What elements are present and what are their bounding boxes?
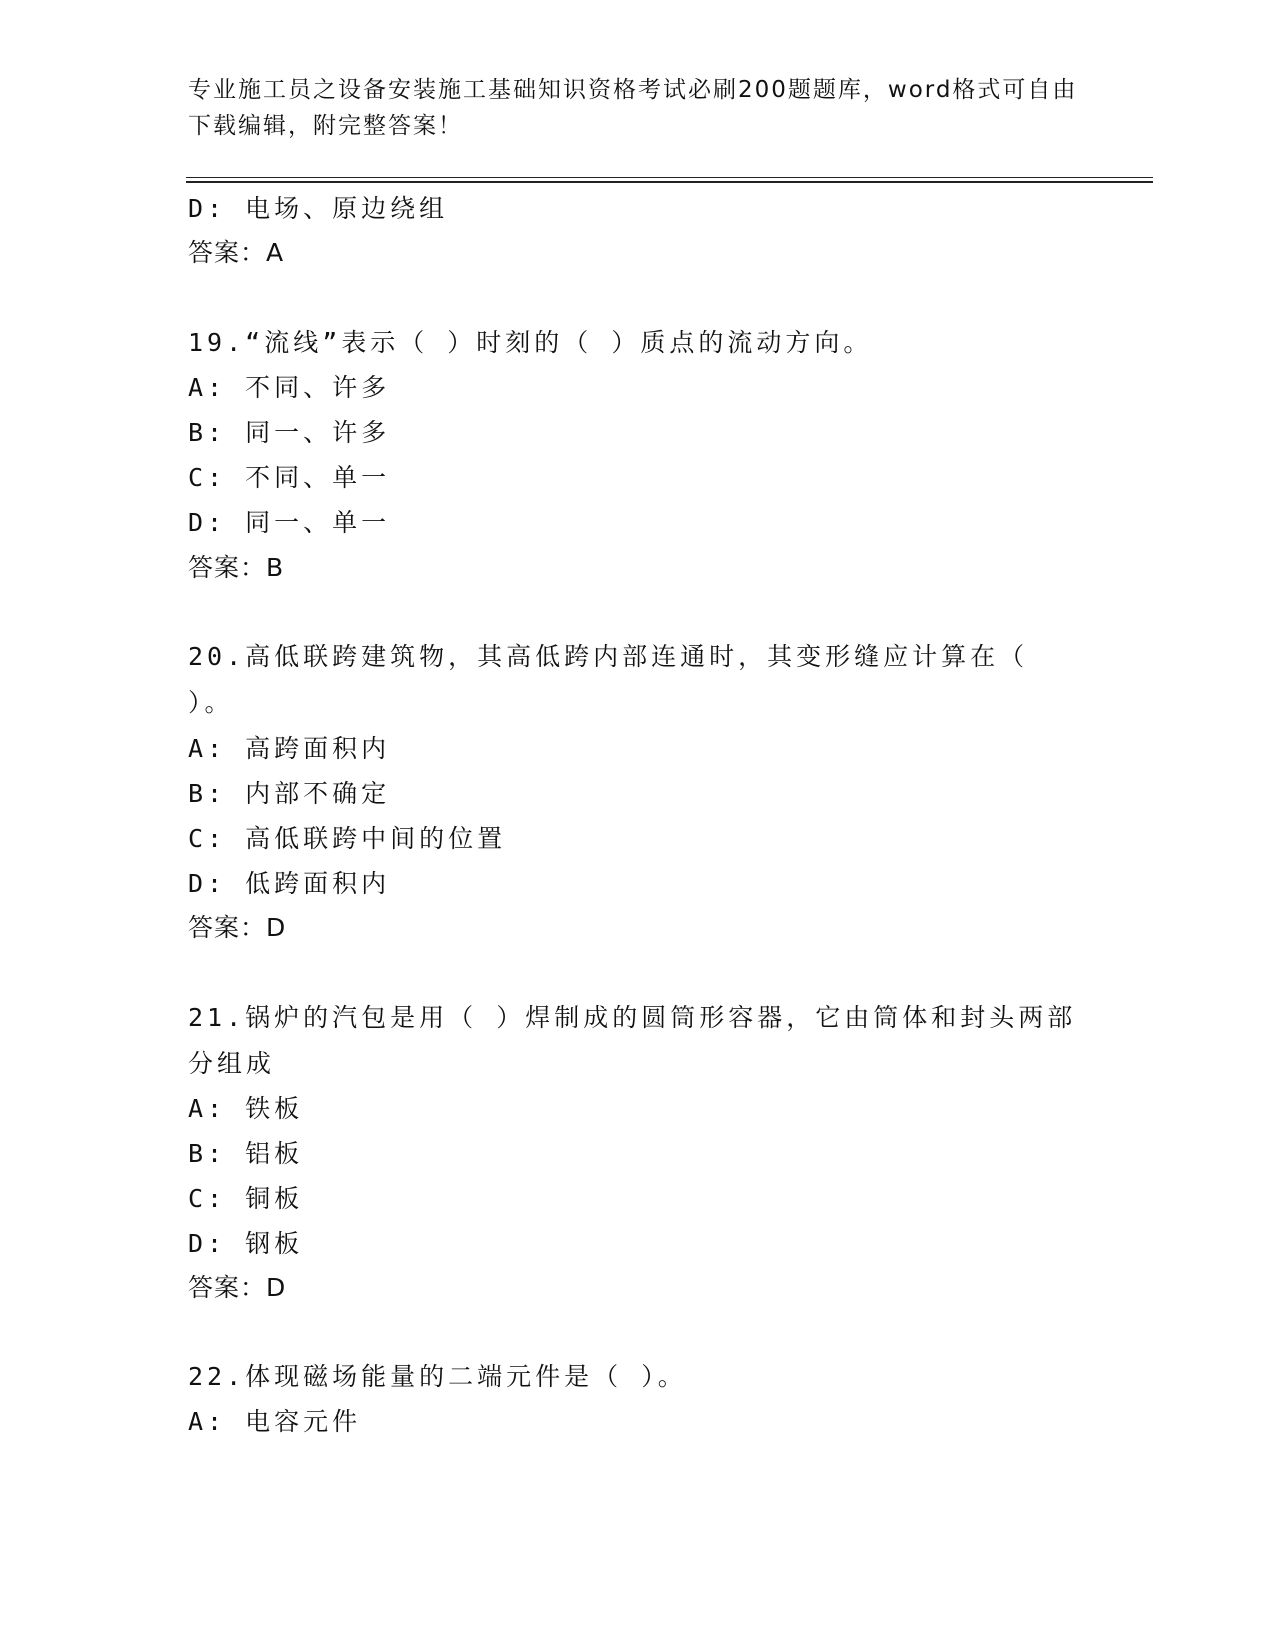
- question-20-answer: 答案：D: [188, 913, 287, 942]
- question-20-option-d: D: 低跨面积内: [188, 869, 391, 898]
- question-20-stem: 20.高低联跨建筑物，其高低跨内部连通时，其变形缝应计算在（ ）。: [188, 642, 1029, 717]
- header-divider-thin: [186, 177, 1153, 178]
- question-19-option-c: C: 不同、单一: [188, 463, 391, 492]
- question-19-option-b: B: 同一、许多: [188, 418, 391, 447]
- question-20-option-c: C: 高低联跨中间的位置: [188, 824, 507, 853]
- question-19-stem: 19.“流线”表示（ ）时刻的（ ）质点的流动方向。: [188, 328, 873, 357]
- question-19-option-d: D: 同一、单一: [188, 508, 391, 537]
- question-20-option-a: A: 高跨面积内: [188, 734, 391, 763]
- question-19-answer: 答案：B: [188, 553, 285, 582]
- question-21-option-b: B: 铝板: [188, 1139, 304, 1168]
- question-21-option-d: D: 钢板: [188, 1229, 304, 1258]
- question-22-option-a: A: 电容元件: [188, 1407, 362, 1436]
- prev-question-option-d: D: 电场、原边绕组: [188, 194, 449, 223]
- document-header: 专业施工员之设备安装施工基础知识资格考试必刷200题题库，word格式可自由下载编辑，附完整答案！: [188, 77, 1078, 139]
- prev-question-answer: 答案：A: [188, 238, 285, 267]
- question-21-option-a: A: 铁板: [188, 1094, 304, 1123]
- question-22-stem: 22.体现磁场能量的二端元件是（ ）。: [188, 1362, 687, 1391]
- question-20-option-b: B: 内部不确定: [188, 779, 391, 808]
- question-21-stem: 21.锅炉的汽包是用（ ）焊制成的圆筒形容器，它由筒体和封头两部分组成: [188, 1003, 1077, 1078]
- question-19-option-a: A: 不同、许多: [188, 373, 391, 402]
- question-21-option-c: C: 铜板: [188, 1184, 304, 1213]
- header-divider-thick: [186, 181, 1153, 183]
- question-21-answer: 答案：D: [188, 1273, 287, 1302]
